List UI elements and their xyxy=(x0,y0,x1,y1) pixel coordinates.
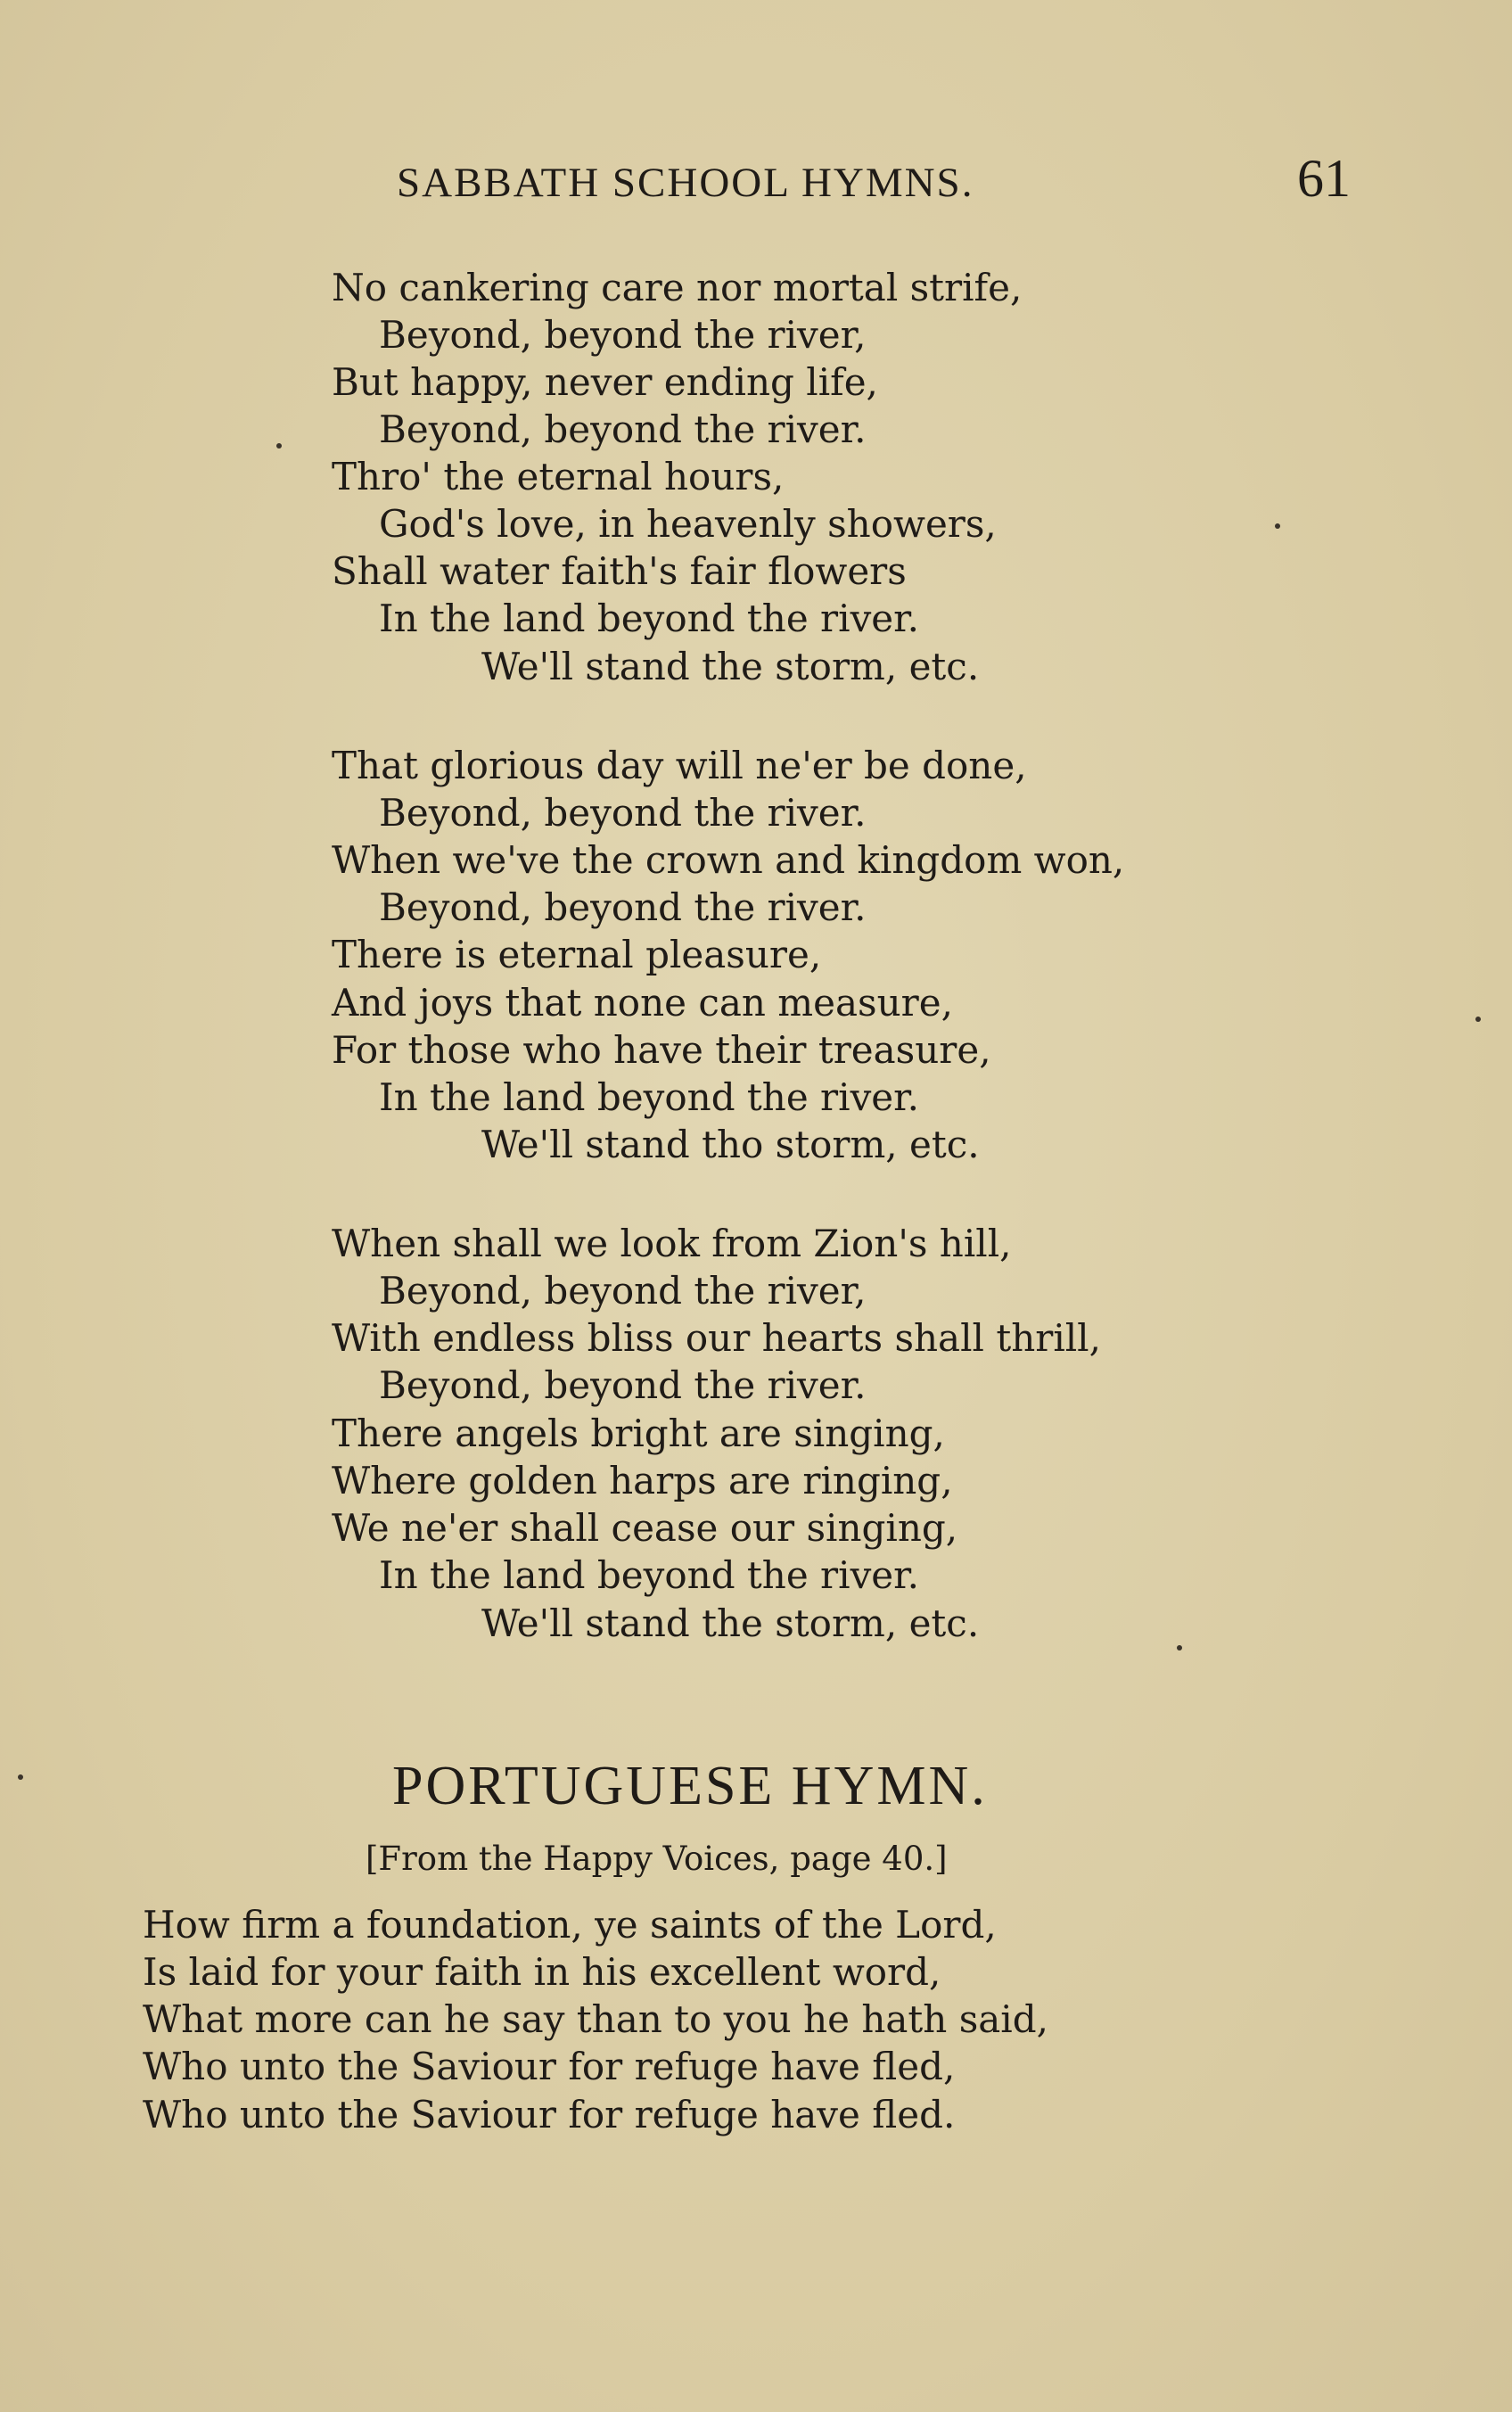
hymn-line: How firm a foundation, ye saints of the Lord, xyxy=(143,1903,997,1947)
verse-line: Beyond, beyond the river, xyxy=(379,1269,867,1313)
page-number: 61 xyxy=(1297,149,1351,208)
hymn-source-note: [From the Happy Voices, page 40.] xyxy=(366,1840,948,1878)
verse-line: No cankering care nor mortal strife, xyxy=(332,266,1023,309)
hymn-line: Who unto the Saviour for refuge have fled, xyxy=(143,2045,956,2088)
running-head: SABBATH SCHOOL HYMNS. xyxy=(397,160,974,206)
print-speck xyxy=(276,443,282,449)
verse-line: We ne'er shall cease our singing, xyxy=(332,1506,958,1550)
verse-line: With endless bliss our hearts shall thrill, xyxy=(332,1316,1101,1360)
refrain-line: We'll stand tho storm, etc. xyxy=(481,1123,980,1166)
verse-line: Shall water faith's fair flowers xyxy=(332,549,907,593)
verse-line: There angels bright are singing, xyxy=(332,1412,945,1455)
verse-line: Beyond, beyond the river. xyxy=(379,1363,867,1407)
verse-line: In the land beyond the river. xyxy=(379,597,919,640)
verse-line: That glorious day will ne'er be done, xyxy=(332,744,1027,787)
verse-line: For those who have their treasure, xyxy=(332,1028,991,1072)
verse-line: Beyond, beyond the river. xyxy=(379,885,867,929)
print-speck xyxy=(1475,1017,1481,1022)
verse-line: In the land beyond the river. xyxy=(379,1553,919,1597)
hymn-line: Who unto the Saviour for refuge have fled. xyxy=(143,2093,956,2136)
verse-line: But happy, never ending life, xyxy=(332,360,878,404)
print-speck xyxy=(1177,1645,1182,1651)
verse-line: Beyond, beyond the river. xyxy=(379,407,867,451)
refrain-line: We'll stand the storm, etc. xyxy=(481,645,980,688)
verse-line: Beyond, beyond the river. xyxy=(379,791,867,835)
print-speck xyxy=(18,1774,23,1780)
print-speck xyxy=(1275,523,1280,529)
verse-line: Beyond, beyond the river, xyxy=(379,313,867,357)
verse-line: God's love, in heavenly showers, xyxy=(379,502,997,546)
verse-line: When shall we look from Zion's hill, xyxy=(332,1222,1012,1265)
hymn-line: Is laid for your faith in his excellent word, xyxy=(143,1950,941,1994)
verse-line: And joys that none can measure, xyxy=(332,981,953,1025)
verse-line: When we've the crown and kingdom won, xyxy=(332,838,1125,882)
hymn-line: What more can he say than to you he hath said, xyxy=(143,1997,1048,2041)
verse-line: There is eternal pleasure, xyxy=(332,933,822,976)
verse-line: In the land beyond the river. xyxy=(379,1075,919,1119)
hymn-title: PORTUGUESE HYMN. xyxy=(392,1756,988,1816)
verse-line: Thro' the eternal hours, xyxy=(332,455,785,498)
refrain-line: We'll stand the storm, etc. xyxy=(481,1601,980,1645)
verse-line: Where golden harps are ringing, xyxy=(332,1459,953,1502)
